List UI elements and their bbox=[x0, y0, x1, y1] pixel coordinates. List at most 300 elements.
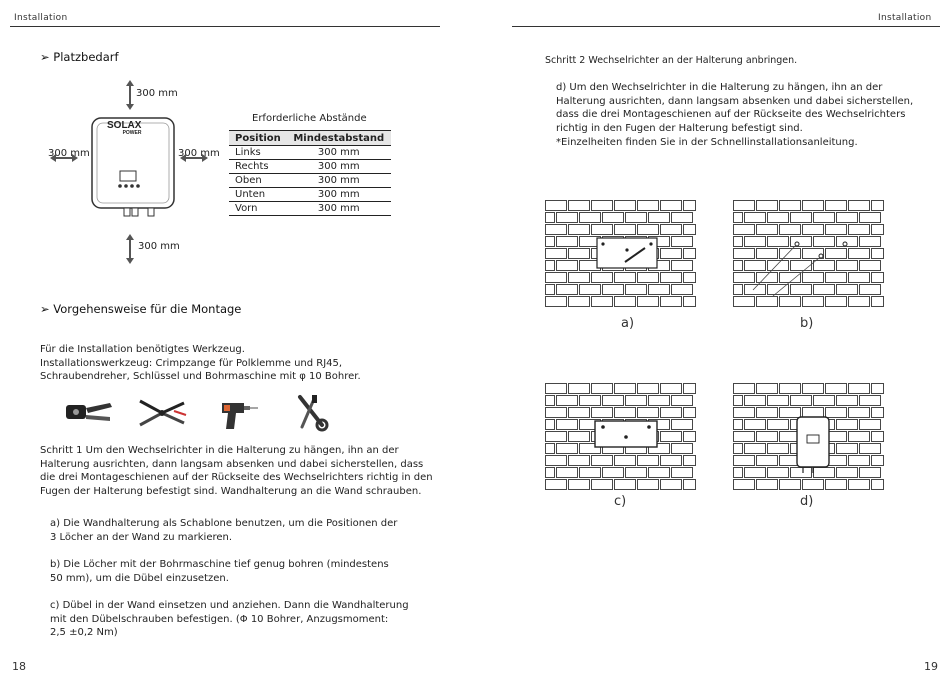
brick bbox=[546, 213, 555, 223]
brick bbox=[661, 456, 682, 466]
brick bbox=[837, 261, 858, 271]
step-a-line: a) Die Wandhalterung als Schablone benutzen, um die Positionen der bbox=[50, 518, 398, 529]
table-header-row bbox=[229, 131, 391, 146]
drill-icon bbox=[222, 403, 258, 429]
brick bbox=[745, 444, 766, 454]
brick bbox=[837, 285, 858, 295]
step-a-line: 3 Löcher an der Wand zu markieren. bbox=[50, 531, 233, 543]
table-row bbox=[229, 160, 391, 174]
brick bbox=[780, 249, 801, 259]
brick bbox=[546, 285, 555, 295]
brick bbox=[872, 408, 884, 418]
brick bbox=[684, 408, 696, 418]
caption-c: c) bbox=[614, 494, 627, 509]
step-c-text bbox=[50, 599, 409, 640]
inverter-clearance-diagram bbox=[40, 80, 220, 270]
brick bbox=[546, 444, 555, 454]
brick bbox=[661, 249, 682, 259]
brick bbox=[615, 480, 636, 490]
brick bbox=[745, 420, 766, 430]
brick bbox=[638, 480, 659, 490]
brick bbox=[672, 468, 693, 478]
brick bbox=[745, 468, 766, 478]
brick bbox=[592, 384, 613, 394]
wall-bracket bbox=[597, 238, 657, 268]
brick bbox=[661, 408, 682, 418]
section-montage-title: Vorgehensweise für die Montage bbox=[53, 302, 242, 316]
caption-b: b) bbox=[800, 316, 814, 331]
section-platzbedarf bbox=[40, 50, 119, 64]
table-row bbox=[229, 174, 391, 188]
right-page-number: 19 bbox=[924, 660, 938, 673]
brick bbox=[592, 201, 613, 211]
brick bbox=[768, 396, 789, 406]
brick bbox=[546, 297, 567, 307]
step1-line: Fugen der Halterung befestigt sind. Wandhalterung an die Wand schrauben. bbox=[40, 485, 422, 497]
brick bbox=[734, 237, 743, 247]
step2-d-line: d) Um den Wechselrichter in die Halterung zu hängen, ihn an der bbox=[556, 82, 883, 93]
solax-logo-sub: POWER bbox=[122, 130, 142, 136]
brick bbox=[684, 456, 696, 466]
brick bbox=[780, 480, 801, 490]
brick bbox=[791, 261, 812, 271]
brick bbox=[626, 213, 647, 223]
brick bbox=[592, 225, 613, 235]
brick bbox=[592, 480, 613, 490]
brick bbox=[734, 285, 743, 295]
brick bbox=[872, 384, 884, 394]
brick bbox=[672, 396, 693, 406]
brick bbox=[546, 468, 555, 478]
wall-illustration-b bbox=[733, 200, 885, 308]
brick bbox=[849, 297, 870, 307]
brick bbox=[860, 468, 881, 478]
brick bbox=[557, 213, 578, 223]
step-c-line: 2,5 ±0,2 Nm) bbox=[50, 627, 118, 638]
brick bbox=[849, 249, 870, 259]
brick bbox=[860, 213, 881, 223]
brick bbox=[557, 420, 578, 430]
table-cell-value: 300 mm bbox=[287, 202, 391, 216]
step2-d-line: Halterung ausrichten, dann langsam absenken und dabei sicherstellen, bbox=[556, 95, 914, 107]
tools-intro: Für die Installation benötigtes Werkzeug. bbox=[40, 344, 245, 355]
brick bbox=[872, 456, 884, 466]
brick bbox=[684, 249, 696, 259]
brick bbox=[734, 297, 755, 307]
brick bbox=[580, 285, 601, 295]
brick bbox=[780, 408, 801, 418]
brick bbox=[849, 480, 870, 490]
brick bbox=[768, 468, 789, 478]
brick bbox=[837, 444, 858, 454]
brick bbox=[734, 420, 743, 430]
brick bbox=[768, 237, 789, 247]
brick bbox=[592, 456, 613, 466]
brick bbox=[814, 396, 835, 406]
brick bbox=[615, 408, 636, 418]
brick bbox=[603, 285, 624, 295]
brick bbox=[757, 249, 778, 259]
table-cell-position: Oben bbox=[229, 174, 287, 188]
dim-bottom: 300 mm bbox=[138, 241, 180, 252]
brick bbox=[780, 201, 801, 211]
brick bbox=[546, 480, 567, 490]
brick bbox=[569, 384, 590, 394]
brick bbox=[734, 225, 755, 235]
brick bbox=[734, 261, 743, 271]
table-cell-value: 300 mm bbox=[287, 146, 391, 160]
brick bbox=[638, 273, 659, 283]
brick bbox=[615, 273, 636, 283]
brick bbox=[638, 225, 659, 235]
brick bbox=[603, 213, 624, 223]
brick bbox=[768, 444, 789, 454]
inverter-display bbox=[807, 435, 819, 443]
brick bbox=[734, 273, 755, 283]
brick bbox=[849, 384, 870, 394]
hole-mark bbox=[649, 242, 652, 245]
brick bbox=[849, 432, 870, 442]
brick bbox=[546, 408, 567, 418]
brick bbox=[803, 480, 824, 490]
brick bbox=[860, 444, 881, 454]
brick bbox=[872, 480, 884, 490]
step2-d-line: richtig in den Fugen der Halterung befestigt sind. bbox=[556, 122, 803, 134]
brick bbox=[780, 297, 801, 307]
table-cell-value: 300 mm bbox=[287, 174, 391, 188]
brick bbox=[872, 432, 884, 442]
brick bbox=[757, 201, 778, 211]
brick bbox=[860, 237, 881, 247]
table-cell-value: 300 mm bbox=[287, 188, 391, 202]
step1-text bbox=[40, 444, 433, 498]
brick bbox=[734, 213, 743, 223]
brick bbox=[569, 225, 590, 235]
crimp-tool-icon bbox=[66, 403, 112, 421]
brick bbox=[860, 396, 881, 406]
clearance-table bbox=[229, 130, 391, 216]
dim-left: 300 mm bbox=[48, 148, 90, 159]
brick bbox=[734, 480, 755, 490]
screw bbox=[624, 435, 628, 439]
step2-title: Schritt 2 Wechselrichter an der Halterung anbringen. bbox=[545, 55, 798, 66]
cable-cutter-icon bbox=[140, 401, 186, 425]
brick bbox=[546, 201, 567, 211]
brick bbox=[557, 468, 578, 478]
caption-a: a) bbox=[621, 316, 635, 331]
brick bbox=[745, 237, 766, 247]
brick bbox=[849, 273, 870, 283]
brick bbox=[734, 249, 755, 259]
brick bbox=[557, 285, 578, 295]
brick bbox=[826, 225, 847, 235]
brick bbox=[684, 225, 696, 235]
step1-line: die drei Montageschienen auf der Rückseite des Wechselrichters richtig in den bbox=[40, 472, 433, 483]
table-cell-position: Unten bbox=[229, 188, 287, 202]
brick bbox=[569, 480, 590, 490]
brick bbox=[603, 468, 624, 478]
brick bbox=[791, 396, 812, 406]
brick bbox=[615, 201, 636, 211]
brick bbox=[592, 408, 613, 418]
brick bbox=[557, 396, 578, 406]
brick bbox=[734, 468, 743, 478]
brick bbox=[603, 396, 624, 406]
bullet-arrow-icon: ➢ bbox=[40, 302, 50, 316]
brick bbox=[757, 432, 778, 442]
brick bbox=[837, 468, 858, 478]
brick bbox=[569, 297, 590, 307]
brick bbox=[734, 456, 755, 466]
drill-hole bbox=[843, 242, 847, 246]
brick bbox=[580, 396, 601, 406]
brick bbox=[826, 408, 847, 418]
brick bbox=[803, 297, 824, 307]
brick bbox=[649, 285, 670, 295]
brick bbox=[826, 297, 847, 307]
brick bbox=[849, 225, 870, 235]
brick bbox=[684, 273, 696, 283]
brick bbox=[768, 420, 789, 430]
brick bbox=[569, 249, 590, 259]
table-row bbox=[229, 202, 391, 216]
brick bbox=[734, 432, 755, 442]
brick bbox=[626, 396, 647, 406]
brick bbox=[569, 273, 590, 283]
step-b-line: 50 mm), um die Dübel einzusetzen. bbox=[50, 572, 229, 584]
brick bbox=[672, 213, 693, 223]
brick bbox=[546, 384, 567, 394]
wall-illustration-a bbox=[545, 200, 697, 308]
solax-logo bbox=[107, 121, 141, 136]
brick bbox=[569, 408, 590, 418]
brick bbox=[661, 297, 682, 307]
brick bbox=[860, 261, 881, 271]
hole-mark bbox=[601, 242, 604, 245]
brick bbox=[592, 297, 613, 307]
brick bbox=[546, 420, 555, 430]
wall-illustration-c bbox=[545, 383, 697, 491]
step1-line: Halterung ausrichten, dann langsam absenken und dabei sicherstellen, dass bbox=[40, 458, 424, 470]
brick bbox=[649, 468, 670, 478]
brick bbox=[661, 201, 682, 211]
brick bbox=[734, 384, 755, 394]
brick bbox=[661, 432, 682, 442]
brick bbox=[649, 213, 670, 223]
brick bbox=[615, 225, 636, 235]
brick bbox=[872, 273, 884, 283]
step-b-text bbox=[50, 558, 389, 585]
table-row bbox=[229, 146, 391, 160]
drill-hole bbox=[819, 254, 823, 258]
brick bbox=[803, 384, 824, 394]
mounted-bracket bbox=[595, 421, 657, 447]
brick bbox=[745, 285, 766, 295]
quick-guide-note: *Einzelheiten finden Sie in der Schnellinstallationsanleitung. bbox=[556, 137, 858, 148]
brick bbox=[580, 468, 601, 478]
brick bbox=[757, 273, 778, 283]
brick bbox=[734, 408, 755, 418]
brick bbox=[734, 396, 743, 406]
step2-d-text bbox=[556, 81, 913, 135]
brick bbox=[780, 384, 801, 394]
tools-line-1: Installationswerkzeug: Crimpzange für Polklemme und RJ45, bbox=[40, 358, 343, 369]
brick bbox=[860, 285, 881, 295]
screw bbox=[601, 425, 605, 429]
brick bbox=[661, 273, 682, 283]
brick bbox=[672, 261, 693, 271]
brick bbox=[757, 297, 778, 307]
brick bbox=[791, 213, 812, 223]
brick bbox=[546, 456, 567, 466]
step-c-line: mit den Dübelschrauben befestigen. (Φ 10 Bohrer, Anzugsmoment: bbox=[50, 613, 389, 625]
brick bbox=[803, 225, 824, 235]
brick bbox=[745, 261, 766, 271]
brick bbox=[814, 285, 835, 295]
brick bbox=[592, 273, 613, 283]
brick bbox=[791, 285, 812, 295]
brick bbox=[557, 444, 578, 454]
brick bbox=[757, 480, 778, 490]
brick bbox=[780, 225, 801, 235]
left-page-number: 18 bbox=[12, 660, 26, 673]
brick bbox=[872, 201, 884, 211]
brick bbox=[791, 468, 812, 478]
brick bbox=[638, 456, 659, 466]
brick bbox=[849, 408, 870, 418]
wall-illustration-d bbox=[733, 383, 885, 491]
brick bbox=[615, 297, 636, 307]
section-montage bbox=[40, 302, 241, 316]
step1-line: Schritt 1 Um den Wechselrichter in die Halterung zu hängen, ihn an der bbox=[40, 445, 399, 456]
brick bbox=[638, 201, 659, 211]
brick bbox=[757, 384, 778, 394]
brick bbox=[661, 480, 682, 490]
brick bbox=[872, 249, 884, 259]
brick bbox=[780, 273, 801, 283]
right-header-rule bbox=[512, 26, 940, 27]
brick bbox=[837, 396, 858, 406]
brick bbox=[546, 249, 567, 259]
section-platzbedarf-title: Platzbedarf bbox=[53, 50, 119, 64]
brick bbox=[684, 480, 696, 490]
brick bbox=[826, 201, 847, 211]
drill-hole bbox=[795, 242, 799, 246]
brick bbox=[546, 237, 555, 247]
brick bbox=[615, 456, 636, 466]
brick bbox=[849, 456, 870, 466]
brick bbox=[745, 213, 766, 223]
bullet-arrow-icon: ➢ bbox=[40, 50, 50, 64]
right-header: Installation bbox=[878, 13, 932, 23]
table-cell-position: Vorn bbox=[229, 202, 287, 216]
brick bbox=[557, 237, 578, 247]
brick bbox=[768, 213, 789, 223]
table-row bbox=[229, 188, 391, 202]
tools-illustration bbox=[62, 393, 362, 433]
brick bbox=[734, 444, 743, 454]
brick bbox=[546, 273, 567, 283]
left-header-rule bbox=[10, 26, 440, 27]
brick bbox=[826, 480, 847, 490]
brick bbox=[638, 408, 659, 418]
brick bbox=[672, 237, 693, 247]
brick bbox=[849, 201, 870, 211]
brick bbox=[814, 213, 835, 223]
hole-mark bbox=[625, 248, 628, 251]
brick bbox=[826, 249, 847, 259]
brick bbox=[768, 261, 789, 271]
brick bbox=[569, 432, 590, 442]
brick bbox=[872, 297, 884, 307]
brick bbox=[757, 408, 778, 418]
brick bbox=[814, 468, 835, 478]
brick bbox=[872, 225, 884, 235]
table-header-distance: Mindestabstand bbox=[287, 131, 391, 146]
brick bbox=[661, 225, 682, 235]
brick bbox=[626, 285, 647, 295]
brick bbox=[684, 384, 696, 394]
brick bbox=[649, 396, 670, 406]
step-b-line: b) Die Löcher mit der Bohrmaschine tief genug bohren (mindestens bbox=[50, 559, 389, 570]
brick bbox=[684, 297, 696, 307]
brick bbox=[826, 384, 847, 394]
table-cell-value: 300 mm bbox=[287, 160, 391, 174]
left-header: Installation bbox=[14, 13, 68, 23]
solax-logo-main: SOLAX bbox=[107, 120, 142, 131]
brick bbox=[837, 420, 858, 430]
brick bbox=[803, 273, 824, 283]
brick bbox=[684, 432, 696, 442]
wrench-icon bbox=[300, 395, 327, 430]
brick bbox=[803, 201, 824, 211]
brick bbox=[626, 468, 647, 478]
brick bbox=[672, 420, 693, 430]
brick bbox=[837, 213, 858, 223]
brick bbox=[814, 261, 835, 271]
brick bbox=[791, 237, 812, 247]
brick bbox=[684, 201, 696, 211]
brick bbox=[672, 444, 693, 454]
step-a-text bbox=[50, 517, 397, 544]
brick bbox=[814, 237, 835, 247]
brick bbox=[661, 384, 682, 394]
tools-line-2: Schraubendreher, Schlüssel und Bohrmaschine mit φ 10 Bohrer. bbox=[40, 371, 361, 382]
step-c-line: c) Dübel in der Wand einsetzen und anziehen. Dann die Wandhalterung bbox=[50, 600, 409, 611]
brick bbox=[757, 456, 778, 466]
dim-right: 300 mm bbox=[178, 148, 220, 159]
brick bbox=[672, 285, 693, 295]
table-caption: Erforderliche Abstände bbox=[252, 113, 367, 124]
brick bbox=[638, 384, 659, 394]
table-cell-position: Links bbox=[229, 146, 287, 160]
brick bbox=[546, 261, 555, 271]
brick bbox=[546, 396, 555, 406]
brick bbox=[546, 225, 567, 235]
brick bbox=[569, 456, 590, 466]
brick bbox=[826, 273, 847, 283]
brick bbox=[638, 297, 659, 307]
brick bbox=[546, 432, 567, 442]
step2-d-line: dass die drei Montageschienen auf der Rückseite des Wechselrichters bbox=[556, 109, 906, 120]
screw bbox=[647, 425, 651, 429]
table-header-position: Position bbox=[229, 131, 287, 146]
brick bbox=[860, 420, 881, 430]
brick bbox=[569, 201, 590, 211]
brick bbox=[803, 408, 824, 418]
brick bbox=[757, 225, 778, 235]
brick bbox=[745, 396, 766, 406]
